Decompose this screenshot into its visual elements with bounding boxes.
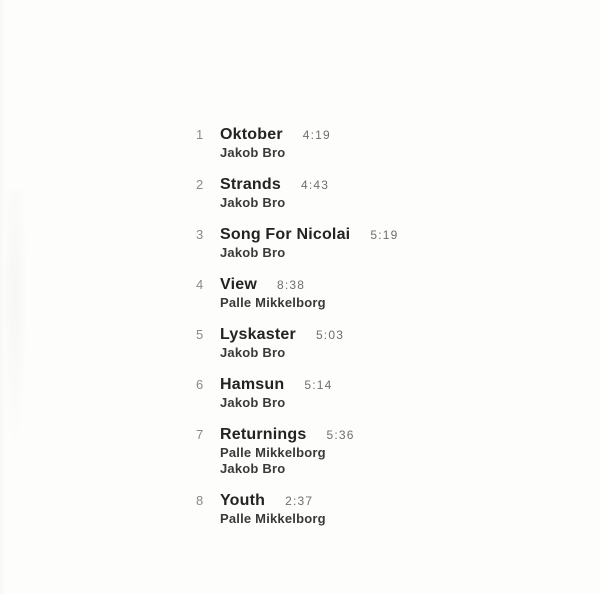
track-title: Oktober — [220, 126, 283, 143]
track-artist: Palle Mikkelborg — [220, 511, 326, 526]
track-artist: Palle Mikkelborg — [220, 445, 326, 460]
track-title: View — [220, 276, 257, 293]
track-title-line — [220, 175, 398, 195]
track-title: Hamsun — [220, 376, 285, 393]
track-artist: Jakob Bro — [220, 345, 286, 360]
tracklist — [196, 125, 398, 541]
track-artist: Jakob Bro — [220, 145, 286, 160]
track-artist: Jakob Bro — [220, 461, 286, 476]
track-duration: 5:14 — [304, 378, 333, 392]
track-duration: 8:38 — [276, 278, 306, 292]
track-details — [220, 375, 398, 411]
track-title-line — [220, 125, 398, 145]
track-number: 1 — [196, 127, 204, 142]
track-details — [220, 491, 398, 527]
track-row — [196, 275, 398, 311]
track-artist: Palle Mikkelborg — [220, 295, 326, 310]
scan-smudge-artifact — [6, 190, 28, 450]
track-details — [220, 425, 398, 477]
track-title: Strands — [220, 176, 281, 193]
track-number: 6 — [196, 377, 204, 392]
track-details — [220, 275, 398, 311]
track-title-line — [220, 425, 398, 445]
track-title: Youth — [220, 492, 266, 509]
track-title: Lyskaster — [220, 326, 296, 343]
track-row — [196, 225, 398, 261]
track-number: 2 — [196, 177, 204, 192]
track-row — [196, 325, 398, 361]
track-duration: 5:03 — [315, 328, 345, 342]
track-title-line — [220, 491, 398, 511]
track-title: Returnings — [220, 426, 307, 443]
track-duration: 5:36 — [326, 428, 355, 442]
track-artist: Jakob Bro — [220, 395, 286, 410]
track-number: 8 — [196, 493, 204, 508]
track-row — [196, 125, 398, 161]
track-title-line — [220, 375, 398, 395]
track-duration: 5:19 — [370, 228, 399, 242]
track-duration: 2:37 — [285, 494, 314, 508]
track-row — [196, 425, 398, 477]
track-title-line — [220, 275, 398, 295]
scan-edge-artifact — [0, 0, 5, 594]
track-number: 4 — [196, 277, 204, 292]
track-title: Song For Nicolai — [220, 226, 351, 243]
track-details — [220, 175, 398, 211]
track-row — [196, 491, 398, 527]
track-artist: Jakob Bro — [220, 195, 286, 210]
track-title-line — [220, 225, 398, 245]
track-details — [220, 325, 398, 361]
track-duration: 4:43 — [300, 178, 330, 192]
track-details — [220, 225, 398, 261]
track-duration: 4:19 — [302, 128, 331, 142]
track-number: 5 — [196, 327, 204, 342]
track-row — [196, 175, 398, 211]
track-details — [220, 125, 398, 161]
track-artist: Jakob Bro — [220, 245, 286, 260]
track-row — [196, 375, 398, 411]
track-number: 7 — [196, 427, 204, 442]
track-title-line — [220, 325, 398, 345]
track-number: 3 — [196, 227, 204, 242]
